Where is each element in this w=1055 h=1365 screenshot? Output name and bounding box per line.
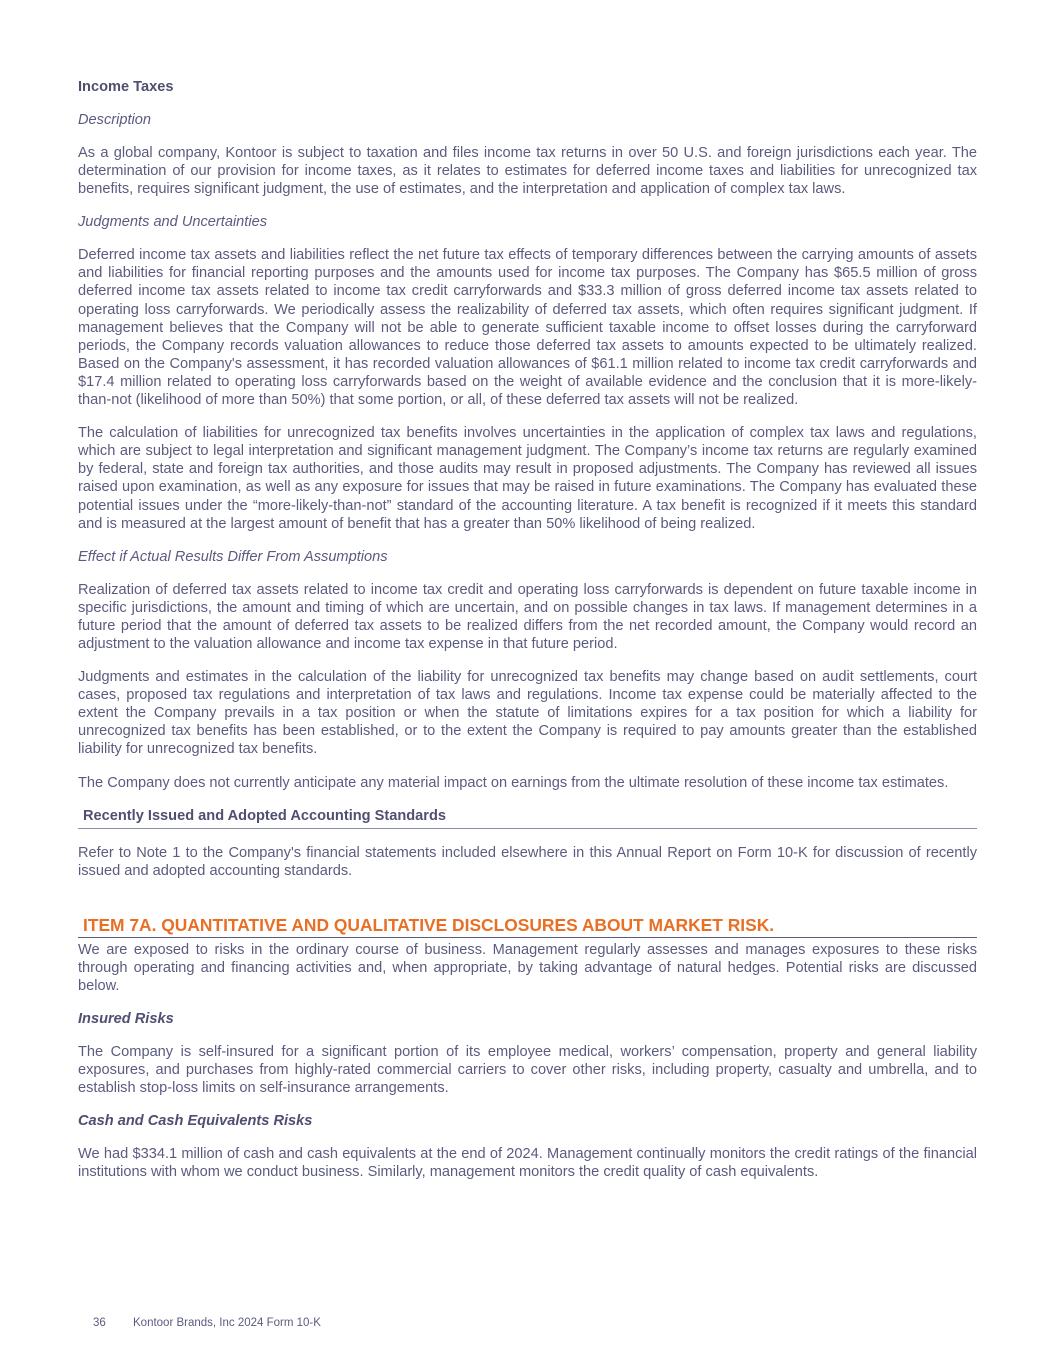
item-7a-heading: ITEM 7A. QUANTITATIVE AND QUALITATIVE DISCLOSURES ABOUT MARKET RISK.	[78, 914, 977, 938]
footer-text: Kontoor Brands, Inc 2024 Form 10-K	[133, 1317, 321, 1329]
judgments-subheading: Judgments and Uncertainties	[78, 214, 268, 231]
judgments-paragraph-1: Deferred income tax assets and liabilities reflect the net future tax effects of temporary differences between the carrying amounts of assets and liabilities for financial reporting purposes and the amounts used for income tax purposes. The Company has $65.5 million of gross deferred income tax assets related to income tax credit carryforwards and $33.3 million of gross deferred income tax assets related to operating loss carryforwards. We periodically assess the realizability of deferred tax assets, which often requires significant judgment. If management believes that the Company will not be able to generate sufficient taxable income to offset losses during the carryforward periods, the Company records valuation allowances to reduce those deferred tax assets to amounts expected to be ultimately realized. Based on the Company's assessment, it has recorded valuation allowances of $61.1 million related to income tax credit carryforwards and $17.4 million related to operating loss carryforwards based on the weight of available evidence and the conclusion that it is more-likely-than-not (likelihood of more than 50%) that some portion, or all, of these deferred tax assets will not be realized.	[78, 247, 977, 409]
description-subheading: Description	[78, 112, 151, 128]
insured-risks-paragraph: The Company is self-insured for a significant portion of its employee medical, workers’ compensation, property and general liability exposures, and purchases from highly-rated commercial carriers to cover other risks, including property, casualty and umbrella, and to establish stop-loss limits on self-insurance arrangements.	[78, 1044, 977, 1097]
page-footer	[93, 1316, 321, 1330]
insured-risks-subheading: Insured Risks	[78, 1011, 174, 1028]
effect-subheading: Effect if Actual Results Differ From Assumptions	[78, 548, 388, 565]
page-number: 36	[93, 1317, 106, 1329]
effect-paragraph-1: Realization of deferred tax assets related to income tax credit and operating loss carryforwards is dependent on future taxable income in specific jurisdictions, the amount and timing of which are uncertain, and on possible changes in tax laws. If management determines in a future period that the amount of deferred tax assets to be realized differs from the net recorded amount, the Company would record an adjustment to the valuation allowance and income tax expense in that future period.	[78, 581, 977, 652]
judgments-paragraph-2: The calculation of liabilities for unrecognized tax benefits involves uncertainties in the application of complex tax laws and regulations, which are subject to legal interpretation and significant management judgment. The Company’s income tax returns are regularly examined by federal, state and foreign tax authorities, and those audits may result in proposed adjustments. The Company has reviewed all issues raised upon examination, as well as any exposure for issues that may be raised in future examinations. The Company has evaluated these potential issues under the “more-likely-than-not” standard of the accounting literature. A tax benefit is recognized if it meets this standard and is measured at the largest amount of benefit that has a greater than 50% likelihood of being realized.	[78, 425, 977, 532]
effect-paragraph-3: The Company does not currently anticipate any material impact on earnings from the ultimate resolution of these income tax estimates.	[78, 774, 949, 791]
income-taxes-heading: Income Taxes	[78, 79, 174, 95]
item-7a-intro-paragraph: We are exposed to risks in the ordinary course of business. Management regularly assesses and manages exposures to these risks through operating and financing activities and, when appropriate, by taking advantage of natural hedges. Potential risks are discussed below.	[78, 941, 977, 994]
description-paragraph: As a global company, Kontoor is subject to taxation and files income tax returns in over 50 U.S. and foreign jurisdictions each year. The determination of our provision for income taxes, as it relates to estimates for deferred income taxes and liabilities for unrecognized tax benefits, requires significant judgment, the use of estimates, and the interpretation and application of complex tax laws.	[78, 145, 977, 198]
accounting-standards-heading: Recently Issued and Adopted Accounting Standards	[78, 807, 977, 829]
accounting-standards-paragraph: Refer to Note 1 to the Company's financial statements included elsewhere in this Annual Report on Form 10-K for discussion of recently issued and adopted accounting standards.	[78, 844, 977, 879]
cash-risks-subheading: Cash and Cash Equivalents Risks	[78, 1113, 313, 1130]
document-page	[78, 78, 977, 1197]
cash-risks-paragraph: We had $334.1 million of cash and cash equivalents at the end of 2024. Management continually monitors the credit ratings of the financial institutions with whom we conduct business. Similarly, management monitors the credit quality of cash equivalents.	[78, 1146, 977, 1181]
effect-paragraph-2: Judgments and estimates in the calculation of the liability for unrecognized tax benefits may change based on audit settlements, court cases, proposed tax regulations and interpretation of tax laws and regulations. Income tax expense could be materially affected to the extent the Company prevails in a tax position or when the statute of limitations expires for a tax position for which a liability for unrecognized tax benefits has been established, or to the extent the Company is required to pay amounts greater than the established liability for unrecognized tax benefits.	[78, 669, 977, 758]
